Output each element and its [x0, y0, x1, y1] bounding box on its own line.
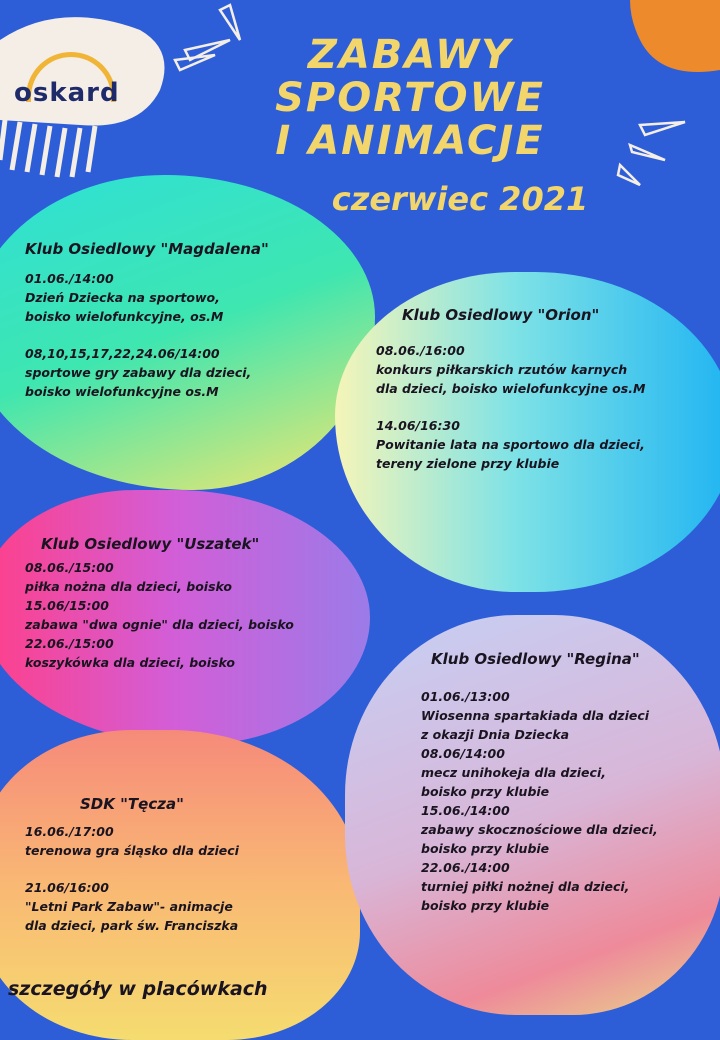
event-date: 22.06./15:00	[25, 636, 114, 651]
club-orion	[376, 306, 645, 473]
event-date: 15.06./14:00	[421, 803, 510, 818]
event-text: boisko przy klubie	[421, 898, 550, 913]
event-text: z okazji Dnia Dziecka	[421, 727, 570, 742]
logo-text: oskard	[14, 78, 120, 108]
logo	[10, 52, 130, 112]
event-date: 16.06./17:00	[25, 824, 114, 839]
event-text: tereny zielone przy klubie	[376, 456, 560, 471]
event-text: Powitanie lata na sportowo dla dzieci,	[376, 437, 645, 452]
title-line: I ANIMACJE	[275, 118, 545, 164]
event-text: zabawy skocznościowe dla dzieci,	[421, 822, 658, 837]
club-name: Klub Osiedlowy "Regina"	[431, 650, 640, 668]
event-date: 08.06/14:00	[421, 746, 505, 761]
event-date: 08.06./15:00	[25, 560, 114, 575]
club-uszatek	[25, 535, 294, 672]
event-text: boisko przy klubie	[421, 841, 550, 856]
poster-title	[240, 34, 580, 163]
event-date: 15.06/15:00	[25, 598, 109, 613]
event-text: koszykówka dla dzieci, boisko	[25, 655, 235, 670]
club-regina	[421, 650, 658, 915]
month-label: czerwiec 2021	[331, 180, 589, 218]
title-line: ZABAWY	[307, 32, 513, 78]
event-date: 21.06/16:00	[25, 880, 109, 895]
club-name: Klub Osiedlowy "Orion"	[402, 306, 600, 324]
event-text: boisko wielofunkcyjne os.M	[25, 384, 219, 399]
club-name: Klub Osiedlowy "Uszatek"	[41, 535, 260, 553]
event-text: konkurs piłkarskich rzutów karnych	[376, 362, 628, 377]
club-magdalena	[25, 240, 269, 401]
event-text: dla dzieci, boisko wielofunkcyjne os.M	[376, 381, 646, 396]
event-text: Dzień Dziecka na sportowo,	[25, 290, 220, 305]
event-date: 08.06./16:00	[376, 343, 465, 358]
event-text: turniej piłki nożnej dla dzieci,	[421, 879, 630, 894]
event-text: mecz unihokeja dla dzieci,	[421, 765, 606, 780]
footer-note: szczegóły w placówkach	[8, 978, 268, 1000]
event-text: Wiosenna spartakiada dla dzieci	[421, 708, 650, 723]
event-text: dla dzieci, park św. Franciszka	[25, 918, 239, 933]
club-name: Klub Osiedlowy "Magdalena"	[25, 240, 269, 258]
event-text: sportowe gry zabawy dla dzieci,	[25, 365, 252, 380]
event-date: 14.06/16:30	[376, 418, 460, 433]
event-text: terenowa gra śląsko dla dzieci	[25, 843, 239, 858]
event-date: 08,10,15,17,22,24.06/14:00	[25, 346, 220, 361]
event-text: "Letni Park Zabaw"- animacje	[25, 899, 233, 914]
event-text: boisko wielofunkcyjne, os.M	[25, 309, 224, 324]
event-text: zabawa "dwa ognie" dla dzieci, boisko	[25, 617, 294, 632]
event-date: 01.06./13:00	[421, 689, 510, 704]
event-date: 22.06./14:00	[421, 860, 510, 875]
event-date: 01.06./14:00	[25, 271, 114, 286]
event-text: piłka nożna dla dzieci, boisko	[25, 579, 232, 594]
club-tecza	[25, 795, 239, 935]
club-name: SDK "Tęcza"	[80, 795, 184, 813]
event-text: boisko przy klubie	[421, 784, 550, 799]
title-line: SPORTOWE	[275, 75, 545, 121]
